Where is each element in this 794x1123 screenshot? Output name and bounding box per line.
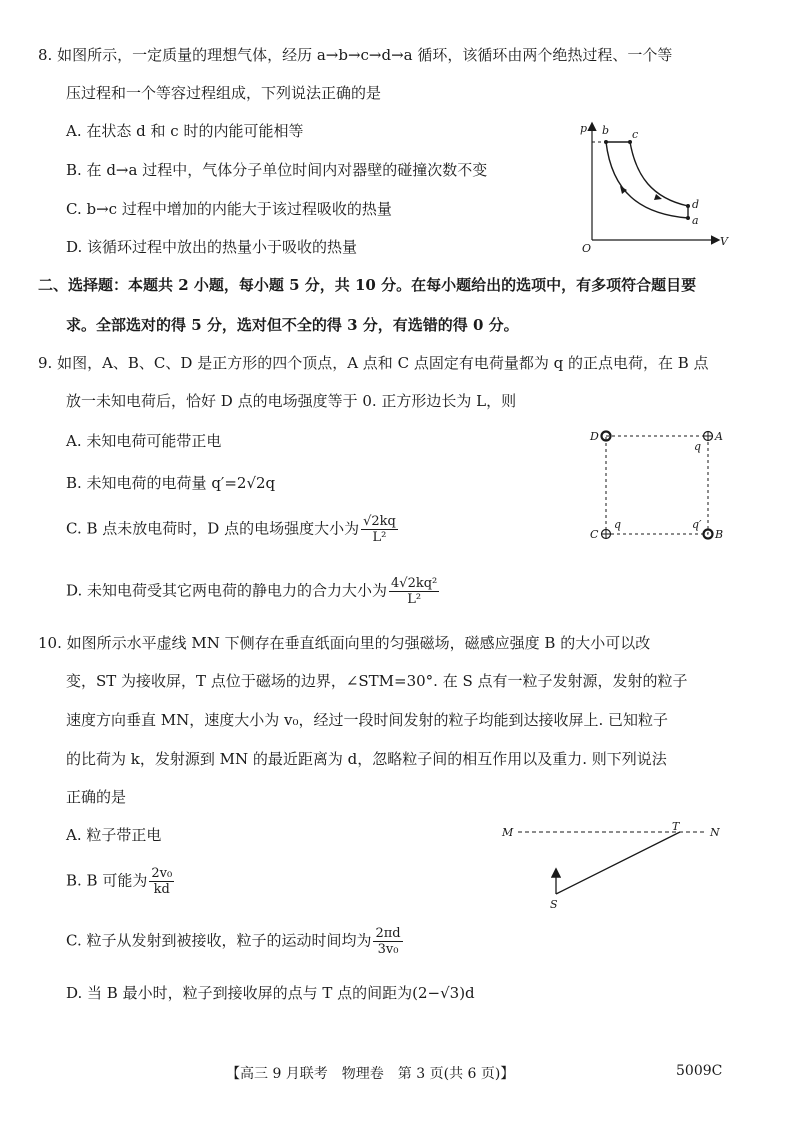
q9-label-a: A <box>715 430 723 443</box>
q8-option-d: D. 该循环过程中放出的热量小于吸收的热量 <box>66 238 358 256</box>
q10-label-s: S <box>550 898 558 911</box>
q10-stem-line5: 正确的是 <box>66 788 127 806</box>
q8-option-a: A. 在状态 d 和 c 时的内能可能相等 <box>66 122 304 140</box>
q8-axis-p: p <box>580 122 588 135</box>
q10-option-a: A. 粒子带正电 <box>66 826 162 844</box>
q9-label-d: D <box>590 430 599 443</box>
page-footer: 【高三 9 月联考 物理卷 第 3 页(共 6 页)】 <box>226 1066 515 1082</box>
q10-stem-line1: 10. 如图所示水平虚线 MN 下侧存在垂直纸面向里的匀强磁场，磁感应强度 B 的大小可以改 <box>38 634 651 652</box>
q10-option-b <box>66 866 176 897</box>
q8-axis-v: V <box>720 235 728 248</box>
q9-charge-b: q′ <box>692 518 702 531</box>
q10-stem-line2: 变，ST 为接收屏，T 点位于磁场的边界，∠STM=30°. 在 S 点有一粒子发射源，发射的粒子 <box>66 672 688 690</box>
q9-square-diagram <box>588 424 728 548</box>
paper-code: 5009C <box>676 1063 723 1079</box>
q9-option-a: A. 未知电荷可能带正电 <box>66 432 222 450</box>
section2-heading-line1: 二、选择题：本题共 2 小题，每小题 5 分，共 10 分。在每小题给出的选项中，有多项符合题目要 <box>38 276 697 294</box>
q9-option-b: B. 未知电荷的电荷量 q′=2√2q <box>66 474 276 492</box>
q9-option-c-fraction: $\frac{√2kq}{\text{L²}}$ <box>363 514 396 545</box>
q9-option-d-fraction: $\frac{\text{4√2kq²}}{\text{L²}}$ <box>391 576 438 607</box>
q10-label-n: N <box>710 826 720 839</box>
q9-charge-a: q <box>694 440 702 453</box>
q10-label-m: M <box>502 826 514 839</box>
section2-heading-line2: 求。全部选对的得 5 分，选对但不全的得 3 分，有选错的得 0 分。 <box>66 316 519 334</box>
q10-option-c-text: C. 粒子从发射到被接收，粒子的运动时间均为 <box>66 931 372 950</box>
q8-point-b: b <box>602 124 610 137</box>
q8-option-b: B. 在 d→a 过程中，气体分子单位时间内对器壁的碰撞次数不变 <box>66 161 488 179</box>
q8-stem-line1: 8. 如图所示，一定质量的理想气体，经历 a→b→c→d→a 循环，该循环由两个绝热过程、一个等 <box>38 46 673 64</box>
q9-stem-line2: 放一未知电荷后，恰好 D 点的电场强度等于 0. 正方形边长为 L，则 <box>66 392 517 410</box>
q10-option-c <box>66 926 405 957</box>
q8-point-a: a <box>692 214 699 227</box>
q10-option-c-fraction: $\frac{2\pi d}{\text{3v₀}}$ <box>375 926 401 957</box>
q10-option-d: D. 当 B 最小时，粒子到接收屏的点与 T 点的间距为(2−√3)d <box>66 984 475 1002</box>
q9-option-c <box>66 514 400 545</box>
q10-option-b-fraction: $\frac{\text{2v₀}}{kd}$ <box>151 866 173 897</box>
q8-point-c: c <box>632 128 639 141</box>
q10-stem-line3: 速度方向垂直 MN，速度大小为 v₀，经过一段时间发射的粒子均能到达接收屏上. 已知粒子 <box>66 711 669 729</box>
q9-stem-line1: 9. 如图，A、B、C、D 是正方形的四个顶点，A 点和 C 点固定有电荷量都为 q 的正点电荷，在 B 点 <box>38 354 709 372</box>
q10-stem-line4: 的比荷为 k，发射源到 MN 的最近距离为 d，忽略粒子间的相互作用以及重力. 则下列说法 <box>66 750 667 768</box>
q9-label-b: B <box>715 528 724 541</box>
q9-option-d-text: D. 未知电荷受其它两电荷的静电力的合力大小为 <box>66 581 388 600</box>
q9-charge-c: q <box>614 518 622 531</box>
q8-origin: O <box>582 242 592 255</box>
q9-option-c-text: C. B 点未放电荷时，D 点的电场强度大小为 <box>66 519 360 538</box>
q9-label-c: C <box>590 528 599 541</box>
q8-option-c: C. b→c 过程中增加的内能大于该过程吸收的热量 <box>66 200 392 218</box>
q9-option-d <box>66 576 441 607</box>
q8-pv-diagram <box>570 118 730 254</box>
q8-point-d: d <box>692 198 700 211</box>
q10-label-t: T <box>672 820 680 833</box>
q8-stem-line2: 压过程和一个等容过程组成，下列说法正确的是 <box>66 84 382 102</box>
q10-field-diagram <box>498 820 728 916</box>
q10-option-b-text: B. B 可能为 <box>66 871 148 890</box>
